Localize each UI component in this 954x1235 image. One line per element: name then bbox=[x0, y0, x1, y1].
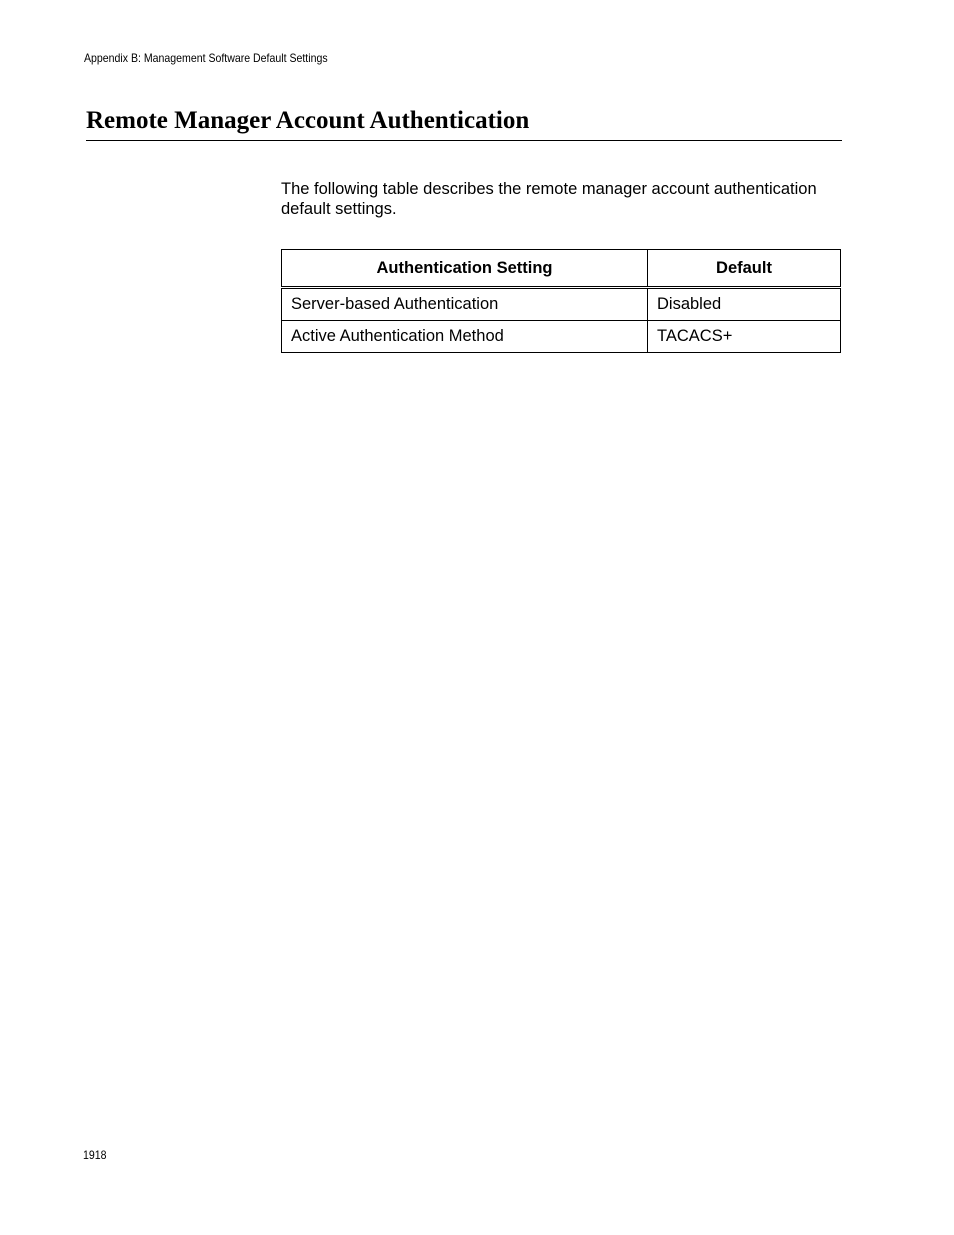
default-cell: Disabled bbox=[648, 288, 841, 321]
default-cell: TACACS+ bbox=[648, 321, 841, 353]
column-header-default: Default bbox=[648, 250, 841, 288]
page-number: 1918 bbox=[83, 1148, 107, 1162]
settings-table-container bbox=[281, 249, 841, 353]
table-row bbox=[282, 288, 841, 321]
setting-cell: Active Authentication Method bbox=[282, 321, 648, 353]
section-title: Remote Manager Account Authentication bbox=[86, 106, 842, 141]
column-header-setting: Authentication Setting bbox=[282, 250, 648, 288]
table-header-row bbox=[282, 250, 841, 288]
authentication-defaults-table bbox=[281, 249, 841, 353]
intro-paragraph: The following table describes the remote manager account authentication default settings. bbox=[281, 180, 817, 218]
table-row bbox=[282, 321, 841, 353]
running-header: Appendix B: Management Software Default Settings bbox=[84, 51, 328, 65]
setting-cell: Server-based Authentication bbox=[282, 288, 648, 321]
